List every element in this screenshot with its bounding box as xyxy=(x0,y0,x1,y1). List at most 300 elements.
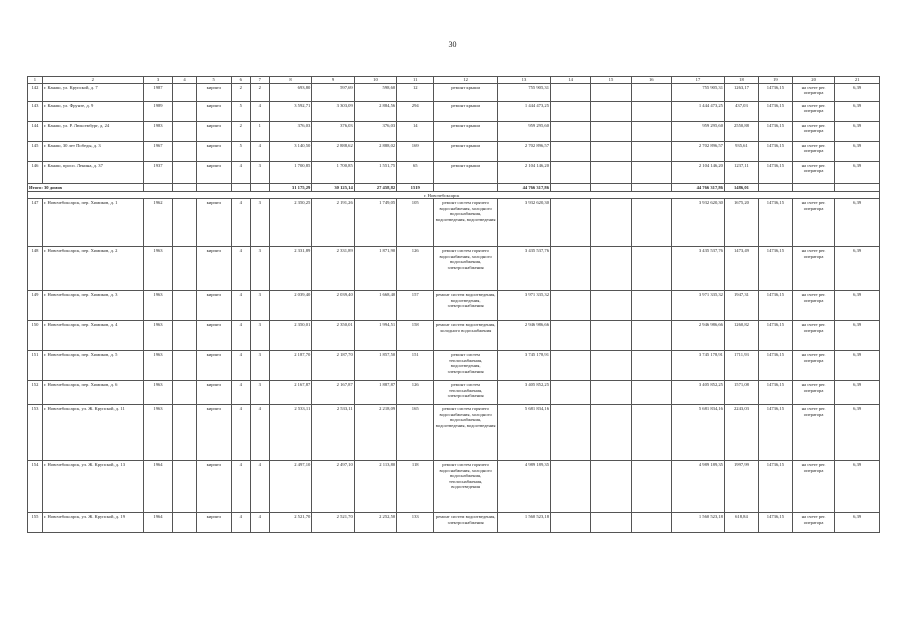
work-type-cell: ремонт крыши xyxy=(434,101,498,121)
address-cell: г. Канаш, ул. Крупской, д. 7 xyxy=(42,83,143,101)
column-number-cell: 14 xyxy=(551,77,591,84)
address-cell: г. Канаш, просп. Ленина, д. 37 xyxy=(42,161,143,183)
owner-funds-cell: 44 766 317,86 xyxy=(671,183,724,191)
wall-material-cell: кирпич xyxy=(196,381,231,405)
specific-cost-cell: 1237,11 xyxy=(724,161,758,183)
column-number-cell: 20 xyxy=(792,77,834,84)
table-row xyxy=(28,291,880,321)
work-type-cell: ремонт систем горячего водоснабжения, холодного водоснабжения, водоотведения, водоотведения xyxy=(434,199,498,247)
specific-cost-cell: 2550,88 xyxy=(724,121,758,141)
residential-area-cell: 27 458,82 xyxy=(354,183,396,191)
empty-cell xyxy=(591,161,631,183)
row-number-cell: 150 xyxy=(28,321,43,351)
floors-cell: 4 xyxy=(231,161,250,183)
specific-cost-cell: 1997,99 xyxy=(724,461,758,513)
empty-cell xyxy=(591,199,631,247)
max-cost-cell: 14736,15 xyxy=(758,247,792,291)
total-area-cell: 3 140,50 xyxy=(269,141,311,161)
max-cost-cell: 14736,15 xyxy=(758,141,792,161)
empty-cell xyxy=(591,83,631,101)
entrances-cell: 3 xyxy=(250,199,269,247)
row-number-cell: 148 xyxy=(28,247,43,291)
table-row xyxy=(28,405,880,461)
term-cell: 6,39 xyxy=(835,291,880,321)
floors-cell: 4 xyxy=(231,461,250,513)
total-area-cell: 376,03 xyxy=(269,121,311,141)
entrances-cell: 3 xyxy=(250,161,269,183)
empty-cell xyxy=(631,83,671,101)
repair-cost-cell: 1 444 473,25 xyxy=(497,101,550,121)
empty-cell xyxy=(631,291,671,321)
empty-cell xyxy=(173,405,196,461)
fund-method-cell: на счете рег. оператора xyxy=(792,405,834,461)
entrances-cell: 3 xyxy=(250,291,269,321)
fund-method-cell: на счете рег. оператора xyxy=(792,513,834,533)
empty-cell xyxy=(835,183,880,191)
address-cell: г. Новочебоксарск, ул. Ж. Крупской, д. 11 xyxy=(42,405,143,461)
empty-cell xyxy=(551,247,591,291)
work-type-cell: ремонт крыши xyxy=(434,121,498,141)
premises-area-cell: 2 888,62 xyxy=(312,141,354,161)
premises-area-cell: 30 125,14 xyxy=(312,183,354,191)
owner-funds-cell: 2 104 146,20 xyxy=(671,161,724,183)
max-cost-cell: 14736,15 xyxy=(758,161,792,183)
year-cell: 1964 xyxy=(143,461,173,513)
max-cost-cell: 14736,15 xyxy=(758,513,792,533)
term-cell: 6,39 xyxy=(835,321,880,351)
residential-area-cell: 376,03 xyxy=(354,121,396,141)
entrances-cell: 2 xyxy=(250,83,269,101)
page-number: 30 xyxy=(448,40,457,49)
empty-cell xyxy=(591,183,631,191)
wall-material-cell: кирпич xyxy=(196,161,231,183)
fund-method-cell: на счете рег. оператора xyxy=(792,199,834,247)
year-cell: 1963 xyxy=(143,405,173,461)
year-cell: 1989 xyxy=(143,101,173,121)
work-type-cell: ремонт систем горячего водоснабжения, холодного водоснабжения, теплоснабжения, водоотведения xyxy=(434,461,498,513)
repair-cost-cell: 2 702 896,57 xyxy=(497,141,550,161)
term-cell: 6,39 xyxy=(835,83,880,101)
empty-cell xyxy=(551,321,591,351)
residents-cell: 1519 xyxy=(397,183,434,191)
wall-material-cell: кирпич xyxy=(196,513,231,533)
empty-cell xyxy=(173,83,196,101)
max-cost-cell: 14736,15 xyxy=(758,351,792,381)
owner-funds-cell: 1 444 473,25 xyxy=(671,101,724,121)
entrances-cell: 1 xyxy=(250,121,269,141)
premises-area-cell: 2 331,89 xyxy=(312,247,354,291)
column-number-cell: 15 xyxy=(591,77,631,84)
residential-area-cell: 1 994,51 xyxy=(354,321,396,351)
wall-material-cell: кирпич xyxy=(196,101,231,121)
empty-cell xyxy=(551,291,591,321)
empty-cell xyxy=(173,513,196,533)
total-row xyxy=(28,183,880,191)
owner-funds-cell: 5 681 834,16 xyxy=(671,405,724,461)
wall-material-cell: кирпич xyxy=(196,461,231,513)
owner-funds-cell: 4 989 189,35 xyxy=(671,461,724,513)
address-cell: г. Канаш, ул. Фрунзе, д. 9 xyxy=(42,101,143,121)
term-cell: 6,39 xyxy=(835,141,880,161)
column-number-cell: 18 xyxy=(724,77,758,84)
residents-cell: 294 xyxy=(397,101,434,121)
premises-area-cell: 3 303,09 xyxy=(312,101,354,121)
table-row xyxy=(28,101,880,121)
term-cell: 6,39 xyxy=(835,461,880,513)
premises-area-cell: 2 350,01 xyxy=(312,321,354,351)
table-row xyxy=(28,351,880,381)
wall-material-cell: кирпич xyxy=(196,83,231,101)
wall-material-cell: кирпич xyxy=(196,405,231,461)
floors-cell: 2 xyxy=(231,121,250,141)
table-row xyxy=(28,199,880,247)
floors-cell: 4 xyxy=(231,405,250,461)
work-type-cell: ремонт систем водоотведения, электроснабжения xyxy=(434,513,498,533)
empty-cell xyxy=(591,101,631,121)
specific-cost-cell: 1486,01 xyxy=(724,183,758,191)
empty-cell xyxy=(631,381,671,405)
empty-cell xyxy=(551,461,591,513)
work-type-cell: ремонт систем горячего водоснабжения, холодного водоснабжения, электроснабжения xyxy=(434,247,498,291)
empty-cell xyxy=(551,183,591,191)
empty-cell xyxy=(551,161,591,183)
residents-cell: 151 xyxy=(397,351,434,381)
empty-cell xyxy=(551,83,591,101)
work-type-cell: ремонт систем горячего водоснабжения, холодного водоснабжения, водоотведения, водоотведения xyxy=(434,405,498,461)
max-cost-cell: 14736,15 xyxy=(758,291,792,321)
total-area-cell: 2 521,70 xyxy=(269,513,311,533)
empty-cell xyxy=(591,141,631,161)
row-number-cell: 151 xyxy=(28,351,43,381)
address-cell: г. Новочебоксарск, пер. Химиков, д. 4 xyxy=(42,321,143,351)
fund-method-cell: на счете рег. оператора xyxy=(792,351,834,381)
residential-area-cell: 1 871,90 xyxy=(354,247,396,291)
empty-cell xyxy=(758,183,792,191)
empty-cell xyxy=(631,101,671,121)
fund-method-cell: на счете рег. оператора xyxy=(792,83,834,101)
max-cost-cell: 14736,15 xyxy=(758,405,792,461)
fund-method-cell: на счете рег. оператора xyxy=(792,461,834,513)
wall-material-cell: кирпич xyxy=(196,199,231,247)
column-number-cell: 16 xyxy=(631,77,671,84)
empty-cell xyxy=(173,291,196,321)
repair-cost-cell: 755 905,31 xyxy=(497,83,550,101)
table-row xyxy=(28,321,880,351)
specific-cost-cell: 2243,03 xyxy=(724,405,758,461)
floors-cell: 5 xyxy=(231,101,250,121)
address-cell: г. Канаш, 30 лет Победы, д. 3 xyxy=(42,141,143,161)
term-cell: 6,39 xyxy=(835,351,880,381)
floors-cell: 4 xyxy=(231,321,250,351)
fund-method-cell: на счете рег. оператора xyxy=(792,247,834,291)
work-type-cell: ремонт крыши xyxy=(434,83,498,101)
year-cell: 1964 xyxy=(143,513,173,533)
empty-cell xyxy=(551,381,591,405)
residents-cell: 126 xyxy=(397,247,434,291)
owner-funds-cell: 959 295,60 xyxy=(671,121,724,141)
term-cell: 6,39 xyxy=(835,101,880,121)
empty-cell xyxy=(551,101,591,121)
table-row xyxy=(28,121,880,141)
wall-material-cell: кирпич xyxy=(196,321,231,351)
empty-cell xyxy=(591,461,631,513)
entrances-cell: 4 xyxy=(250,101,269,121)
residents-cell: 133 xyxy=(397,513,434,533)
year-cell: 1963 xyxy=(143,321,173,351)
row-number-cell: 155 xyxy=(28,513,43,533)
total-area-cell: 2 533,11 xyxy=(269,405,311,461)
row-number-cell: 143 xyxy=(28,101,43,121)
empty-cell xyxy=(591,321,631,351)
max-cost-cell: 14736,15 xyxy=(758,321,792,351)
total-area-cell: 2 039,40 xyxy=(269,291,311,321)
premises-area-cell: 2 167,87 xyxy=(312,381,354,405)
column-number-cell: 1 xyxy=(28,77,43,84)
repair-cost-cell: 3 745 178,91 xyxy=(497,351,550,381)
column-number-cell: 10 xyxy=(354,77,396,84)
fund-method-cell: на счете рег. оператора xyxy=(792,321,834,351)
residents-cell: 65 xyxy=(397,161,434,183)
year-cell: 1963 xyxy=(143,351,173,381)
term-cell: 6,39 xyxy=(835,199,880,247)
empty-cell xyxy=(173,183,196,191)
max-cost-cell: 14736,15 xyxy=(758,83,792,101)
work-type-cell: ремонт крыши xyxy=(434,141,498,161)
residents-cell: 169 xyxy=(397,141,434,161)
floors-cell: 4 xyxy=(231,199,250,247)
empty-cell xyxy=(631,321,671,351)
wall-material-cell: кирпич xyxy=(196,141,231,161)
address-cell: г. Новочебоксарск, пер. Химиков, д. 1 xyxy=(42,199,143,247)
floors-cell: 4 xyxy=(231,513,250,533)
table-row xyxy=(28,161,880,183)
specific-cost-cell: 935,61 xyxy=(724,141,758,161)
address-cell: г. Новочебоксарск, пер. Химиков, д. 6 xyxy=(42,381,143,405)
address-cell: г. Новочебоксарск, пер. Химиков, д. 3 xyxy=(42,291,143,321)
column-number-cell: 9 xyxy=(312,77,354,84)
empty-cell xyxy=(173,381,196,405)
max-cost-cell: 14736,15 xyxy=(758,199,792,247)
empty-cell xyxy=(173,121,196,141)
total-area-cell: 2 167,87 xyxy=(269,381,311,405)
row-number-cell: 147 xyxy=(28,199,43,247)
max-cost-cell: 14736,15 xyxy=(758,381,792,405)
empty-cell xyxy=(792,183,834,191)
empty-cell xyxy=(591,405,631,461)
empty-cell xyxy=(631,247,671,291)
term-cell: 6,39 xyxy=(835,161,880,183)
work-type-cell: ремонт систем водоотведения, водоотведения, электроснабжения xyxy=(434,291,498,321)
empty-cell xyxy=(173,199,196,247)
repair-cost-cell: 3 405 852,25 xyxy=(497,381,550,405)
column-number-cell: 2 xyxy=(42,77,143,84)
max-cost-cell: 14736,15 xyxy=(758,461,792,513)
column-number-cell: 11 xyxy=(397,77,434,84)
residents-cell: 165 xyxy=(397,405,434,461)
column-number-cell: 13 xyxy=(497,77,550,84)
empty-cell xyxy=(631,461,671,513)
column-number-cell: 4 xyxy=(173,77,196,84)
entrances-cell: 3 xyxy=(250,247,269,291)
empty-cell xyxy=(173,247,196,291)
empty-cell xyxy=(591,121,631,141)
premises-area-cell: 1 700,85 xyxy=(312,161,354,183)
row-number-cell: 146 xyxy=(28,161,43,183)
premises-area-cell: 2 191,26 xyxy=(312,199,354,247)
address-cell: г. Новочебоксарск, ул. Ж. Крупской, д. 19 xyxy=(42,513,143,533)
empty-cell xyxy=(591,513,631,533)
entrances-cell: 4 xyxy=(250,513,269,533)
total-area-cell: 2 187,70 xyxy=(269,351,311,381)
table-row xyxy=(28,461,880,513)
housing-repair-table xyxy=(27,76,880,533)
residents-cell: 158 xyxy=(397,321,434,351)
residents-cell: 14 xyxy=(397,121,434,141)
residents-cell: 12 xyxy=(397,83,434,101)
empty-cell xyxy=(631,405,671,461)
fund-method-cell: на счете рег. оператора xyxy=(792,141,834,161)
column-number-cell: 5 xyxy=(196,77,231,84)
premises-area-cell: 2 533,11 xyxy=(312,405,354,461)
repair-cost-cell: 5 681 834,16 xyxy=(497,405,550,461)
floors-cell: 4 xyxy=(231,247,250,291)
column-number-cell: 3 xyxy=(143,77,173,84)
empty-cell xyxy=(591,351,631,381)
specific-cost-cell: 1571,08 xyxy=(724,381,758,405)
residential-area-cell: 1 749,05 xyxy=(354,199,396,247)
wall-material-cell: кирпич xyxy=(196,351,231,381)
entrances-cell: 4 xyxy=(250,461,269,513)
fund-method-cell: на счете рег. оператора xyxy=(792,121,834,141)
empty-cell xyxy=(551,121,591,141)
city-heading: г. Новочебоксарск xyxy=(28,191,880,199)
column-number-cell: 8 xyxy=(269,77,311,84)
table-row xyxy=(28,381,880,405)
residential-area-cell: 598,60 xyxy=(354,83,396,101)
wall-material-cell: кирпич xyxy=(196,121,231,141)
repair-cost-cell: 1 560 523,18 xyxy=(497,513,550,533)
address-cell: г. Новочебоксарск, ул. Ж. Крупской, д. 13 xyxy=(42,461,143,513)
empty-cell xyxy=(631,161,671,183)
residential-area-cell: 2 888,02 xyxy=(354,141,396,161)
term-cell: 6,39 xyxy=(835,247,880,291)
year-cell: 1937 xyxy=(143,161,173,183)
column-number-cell: 12 xyxy=(434,77,498,84)
owner-funds-cell: 755 905,31 xyxy=(671,83,724,101)
year-cell: 1963 xyxy=(143,247,173,291)
term-cell: 6,39 xyxy=(835,121,880,141)
column-number-cell: 19 xyxy=(758,77,792,84)
row-number-cell: 153 xyxy=(28,405,43,461)
year-cell: 1967 xyxy=(143,141,173,161)
empty-cell xyxy=(631,351,671,381)
repair-cost-cell: 959 295,60 xyxy=(497,121,550,141)
total-area-cell: 31 175,29 xyxy=(269,183,311,191)
repair-cost-cell: 3 932 620,30 xyxy=(497,199,550,247)
residents-cell: 126 xyxy=(397,381,434,405)
repair-cost-cell: 3 971 335,32 xyxy=(497,291,550,321)
owner-funds-cell: 3 405 852,25 xyxy=(671,381,724,405)
empty-cell xyxy=(631,513,671,533)
row-number-cell: 154 xyxy=(28,461,43,513)
empty-cell xyxy=(551,405,591,461)
max-cost-cell: 14736,15 xyxy=(758,121,792,141)
owner-funds-cell: 3 745 178,91 xyxy=(671,351,724,381)
table-row xyxy=(28,513,880,533)
residential-area-cell: 1 887,87 xyxy=(354,381,396,405)
empty-cell xyxy=(173,351,196,381)
fund-method-cell: на счете рег. оператора xyxy=(792,101,834,121)
premises-area-cell: 376,03 xyxy=(312,121,354,141)
residential-area-cell: 1 857,50 xyxy=(354,351,396,381)
repair-cost-cell: 2 104 146,20 xyxy=(497,161,550,183)
table-row xyxy=(28,247,880,291)
table-row xyxy=(28,83,880,101)
year-cell: 1987 xyxy=(143,83,173,101)
owner-funds-cell: 3 971 335,32 xyxy=(671,291,724,321)
entrances-cell: 4 xyxy=(250,141,269,161)
max-cost-cell: 14736,15 xyxy=(758,101,792,121)
column-number-cell: 17 xyxy=(671,77,724,84)
city-section-row xyxy=(28,191,880,199)
empty-cell xyxy=(143,183,173,191)
work-type-cell: ремонт крыши xyxy=(434,161,498,183)
row-number-cell: 149 xyxy=(28,291,43,321)
residential-area-cell: 2 884,56 xyxy=(354,101,396,121)
entrances-cell: 4 xyxy=(250,405,269,461)
year-cell: 1963 xyxy=(143,381,173,405)
empty-cell xyxy=(631,141,671,161)
empty-cell xyxy=(173,141,196,161)
term-cell: 6,39 xyxy=(835,513,880,533)
empty-cell xyxy=(551,199,591,247)
empty-cell xyxy=(551,513,591,533)
premises-area-cell: 2 039,40 xyxy=(312,291,354,321)
specific-cost-cell: 1263,17 xyxy=(724,83,758,101)
owner-funds-cell: 2 702 896,57 xyxy=(671,141,724,161)
row-number-cell: 152 xyxy=(28,381,43,405)
year-cell: 1962 xyxy=(143,199,173,247)
floors-cell: 4 xyxy=(231,381,250,405)
total-label-cell: Итого: 30 домов xyxy=(28,183,144,191)
floors-cell: 4 xyxy=(231,291,250,321)
row-number-cell: 142 xyxy=(28,83,43,101)
fund-method-cell: на счете рег. оператора xyxy=(792,381,834,405)
total-area-cell: 2 350,25 xyxy=(269,199,311,247)
empty-cell xyxy=(173,321,196,351)
year-cell: 1983 xyxy=(143,121,173,141)
work-type-cell: ремонт систем теплоснабжения, водоотведения, электроснабжения xyxy=(434,351,498,381)
empty-cell xyxy=(231,183,250,191)
address-cell: г. Новочебоксарск, пер. Химиков, д. 2 xyxy=(42,247,143,291)
empty-cell xyxy=(591,291,631,321)
address-cell: г. Новочебоксарск, пер. Химиков, д. 5 xyxy=(42,351,143,381)
owner-funds-cell: 2 946 986,66 xyxy=(671,321,724,351)
specific-cost-cell: 1473,49 xyxy=(724,247,758,291)
entrances-cell: 3 xyxy=(250,381,269,405)
repair-cost-cell: 3 435 537,76 xyxy=(497,247,550,291)
empty-cell xyxy=(631,121,671,141)
premises-area-cell: 2 521,70 xyxy=(312,513,354,533)
total-area-cell: 1 700,85 xyxy=(269,161,311,183)
empty-cell xyxy=(250,183,269,191)
specific-cost-cell: 618,84 xyxy=(724,513,758,533)
residents-cell: 157 xyxy=(397,291,434,321)
specific-cost-cell: 1675,20 xyxy=(724,199,758,247)
specific-cost-cell: 437,03 xyxy=(724,101,758,121)
repair-cost-cell: 2 946 986,66 xyxy=(497,321,550,351)
residential-area-cell: 2 252,50 xyxy=(354,513,396,533)
